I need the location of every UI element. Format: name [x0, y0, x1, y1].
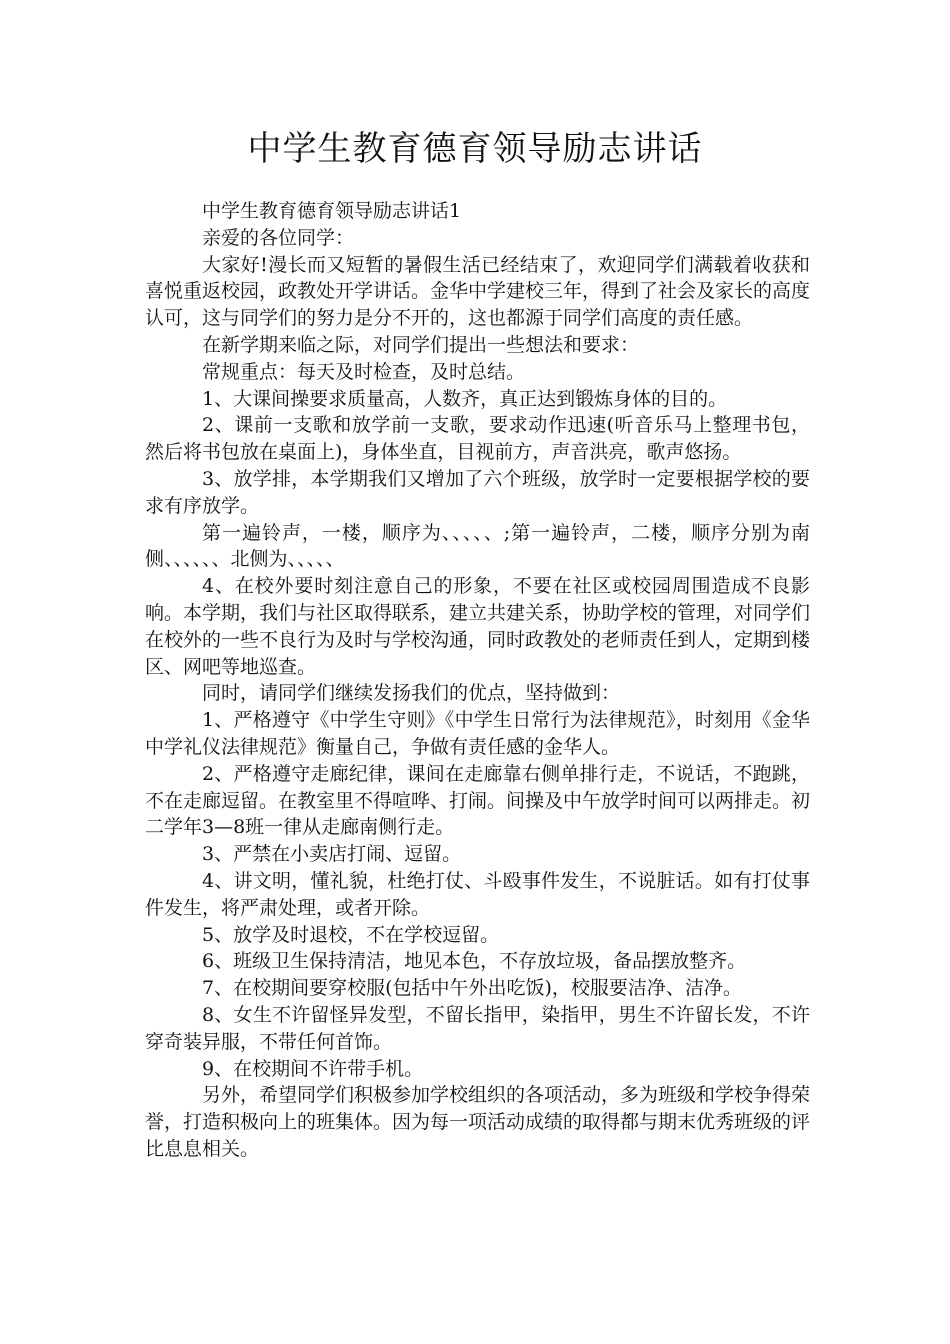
paragraph: 另外，希望同学们积极参加学校组织的各项活动，多为班级和学校争得荣誉，打造积极向上的班集体。因为每一项活动成绩的取得都与期末优秀班级的评比息息相关。 — [145, 1084, 811, 1160]
paragraph: 1、大课间操要求质量高，人数齐，真正达到锻炼身体的目的。 — [202, 387, 728, 410]
paragraph: 8、女生不许留怪异发型，不留长指甲，染指甲，男生不许留长发，不许穿奇装异服，不带任何首饰。 — [145, 1003, 810, 1053]
paragraph: 在新学期来临之际，对同学们提出一些想法和要求： — [202, 333, 640, 356]
paragraph: 大家好!漫长而又短暂的暑假生活已经结束了，欢迎同学们满载着收获和喜悦重返校园，政教处开学讲话。金华中学建校三年，得到了社会及家长的高度认可，这与同学们的努力是分不开的，这也都源于同学们高度的责任感。 — [145, 253, 811, 330]
paragraph: 第一遍铃声，一楼，顺序为、、、、、;第一遍铃声，二楼，顺序分别为南侧、、、、、、北侧为、、、、、 — [145, 521, 810, 571]
paragraph: 3、严禁在小卖店打闹、逗留。 — [202, 843, 462, 866]
document-title: 中学生教育德育领导励志讲话 — [247, 129, 703, 169]
paragraph: 同时，请同学们继续发扬我们的优点，坚持做到： — [202, 682, 621, 705]
paragraph: 7、在校期间要穿校服(包括中午外出吃饭)，校服要洁净、洁净。 — [202, 977, 742, 1000]
paragraph: 亲爱的各位同学： — [202, 226, 355, 249]
paragraph: 2、课前一支歌和放学前一支歌，要求动作迅速(听音乐马上整理书包，然后将书包放在桌面上)，身体坐直，目视前方，声音洪亮，歌声悠扬。 — [145, 414, 810, 464]
paragraph: 9、在校期间不许带手机。 — [202, 1057, 424, 1080]
paragraph: 2、严格遵守走廊纪律，课间在走廊靠右侧单排行走，不说话，不跑跳，不在走廊逗留。在教室里不得喧哗、打闹。间操及中午放学时间可以两排走。初二学年3—8班一律从走廊南侧行走。 — [145, 762, 811, 839]
paragraph: 4、在校外要时刻注意自己的形象，不要在社区或校园周围造成不良影响。本学期，我们与社区取得联系，建立共建关系，协助学校的管理，对同学们在校外的一些不良行为及时与学校沟通，同时政教处的老师责任到人，定期到楼区、网吧等地巡查。 — [145, 575, 811, 678]
paragraph: 5、放学及时退校，不在学校逗留。 — [202, 923, 500, 946]
paragraph: 中学生教育德育领导励志讲话1 — [202, 200, 462, 222]
paragraph: 常规重点：每天及时检查，及时总结。 — [202, 360, 526, 383]
paragraph: 3、放学排，本学期我们又增加了六个班级，放学时一定要根据学校的要求有序放学。 — [145, 467, 810, 517]
document-body — [145, 198, 810, 1163]
paragraph: 4、讲文明，懂礼貌，杜绝打仗、斗殴事件发生，不说脏话。如有打仗事件发生，将严肃处理，或者开除。 — [145, 869, 810, 919]
paragraph: 6、班级卫生保持清洁，地见本色，不存放垃圾，备品摆放整齐。 — [202, 950, 747, 973]
paragraph: 1、严格遵守《中学生守则》《中学生日常行为法律规范》，时刻用《金华中学礼仪法律规范》衡量自己，争做有责任感的金华人。 — [145, 709, 810, 758]
